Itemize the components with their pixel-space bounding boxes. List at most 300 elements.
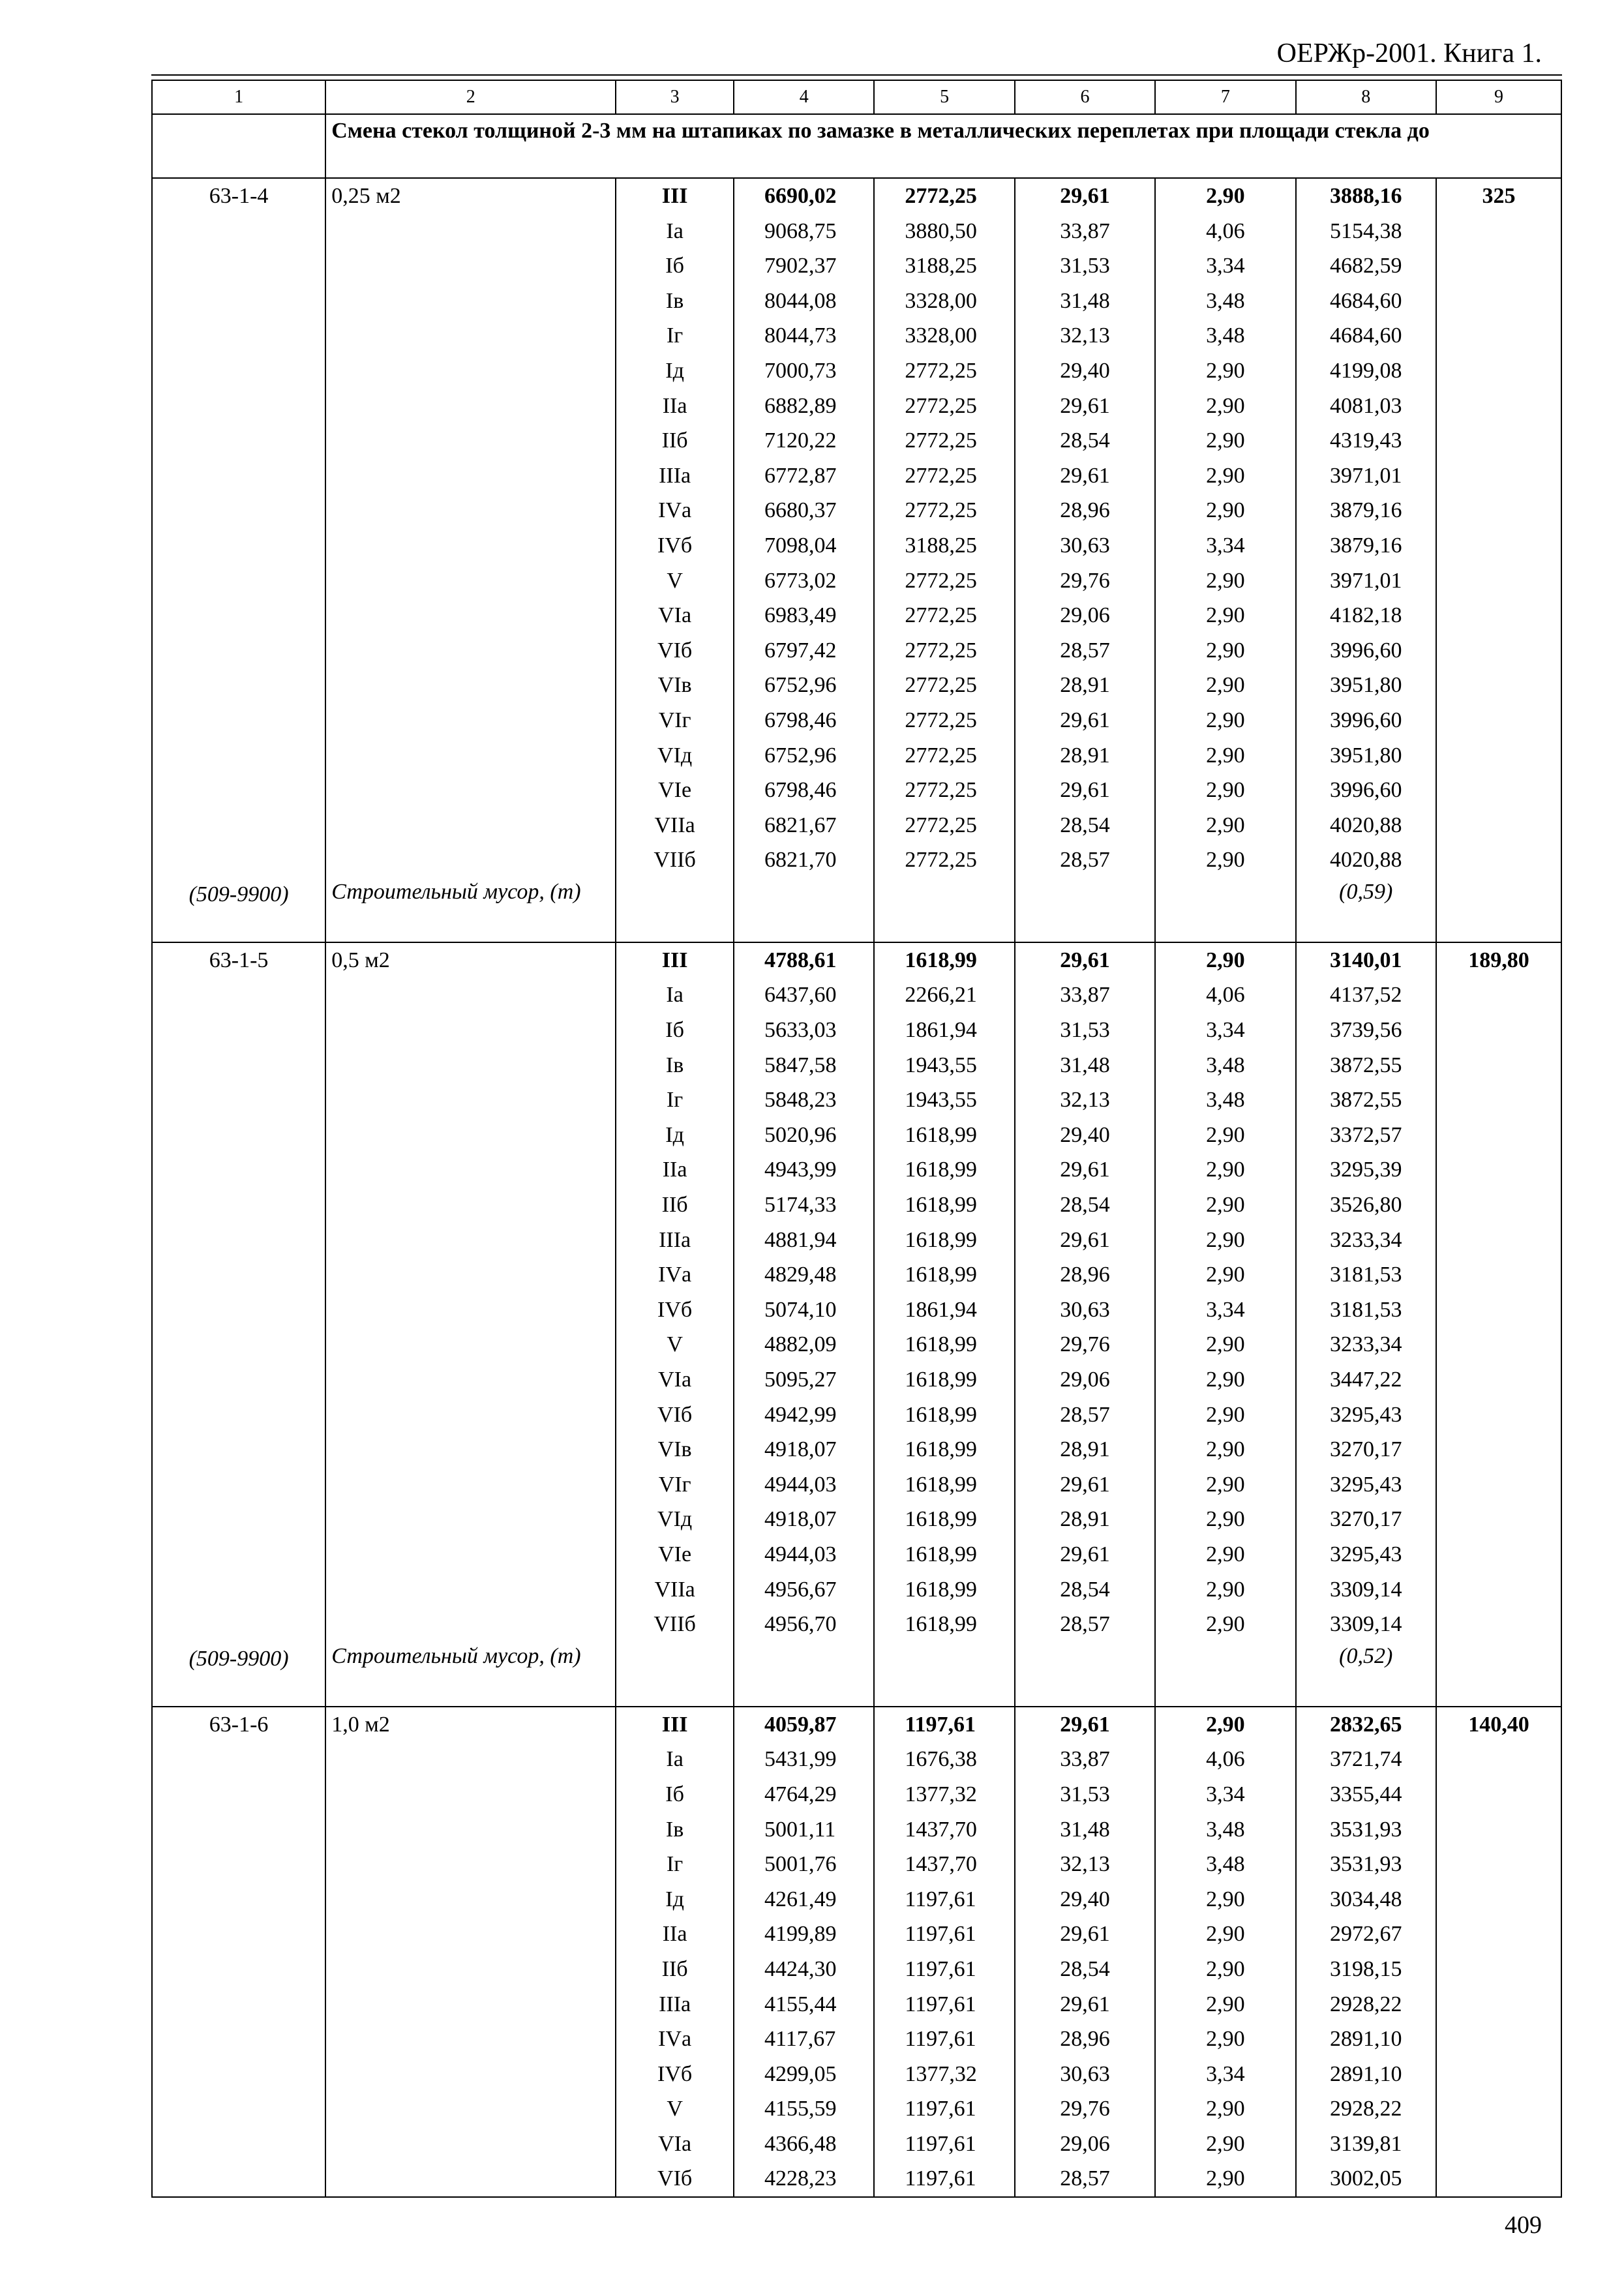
region-zone: III [616, 942, 734, 978]
region-zone: V [616, 1327, 734, 1362]
labor-cost: 1197,61 [874, 1987, 1014, 2022]
labor-cost: 1618,99 [874, 1118, 1014, 1153]
rate-code [152, 1362, 325, 1398]
rate-name [325, 353, 616, 389]
table-row [152, 978, 1561, 1013]
waste-code: (509-9900) [152, 1642, 325, 1707]
total-cost: 6773,02 [734, 563, 874, 599]
rate-code [152, 1537, 325, 1572]
rate-name [325, 1398, 616, 1433]
driver-wage: 2,90 [1155, 773, 1295, 808]
driver-wage: 2,90 [1155, 1223, 1295, 1258]
labor-hours [1436, 353, 1561, 389]
labor-cost: 3188,25 [874, 528, 1014, 563]
labor-hours [1436, 1432, 1561, 1467]
table-row [152, 1707, 1561, 1743]
labor-cost: 1618,99 [874, 1362, 1014, 1398]
machine-cost: 29,06 [1015, 1362, 1155, 1398]
driver-wage: 2,90 [1155, 1607, 1295, 1642]
labor-hours [1436, 1987, 1561, 2022]
labor-cost: 1197,61 [874, 1952, 1014, 1987]
machine-cost: 31,53 [1015, 248, 1155, 284]
machine-cost: 29,61 [1015, 1537, 1155, 1572]
rate-code [152, 2127, 325, 2162]
table-row [152, 1812, 1561, 1848]
driver-wage: 2,90 [1155, 1398, 1295, 1433]
waste-value: (0,52) [1296, 1642, 1436, 1707]
labor-cost: 2772,25 [874, 633, 1014, 668]
materials-cost: 4020,88 [1296, 843, 1436, 878]
total-cost: 6983,49 [734, 598, 874, 633]
rate-code [152, 668, 325, 703]
rate-code: 63-1-4 [152, 178, 325, 214]
table-row [152, 318, 1561, 353]
machine-cost: 31,48 [1015, 284, 1155, 319]
materials-cost: 3879,16 [1296, 528, 1436, 563]
table-row [152, 2057, 1561, 2092]
rate-code [152, 598, 325, 633]
total-cost: 6882,89 [734, 389, 874, 424]
driver-wage: 3,48 [1155, 1048, 1295, 1083]
empty-cell [1015, 1642, 1155, 1707]
region-zone: Iб [616, 1777, 734, 1812]
total-cost: 6772,87 [734, 458, 874, 494]
rate-name [325, 214, 616, 249]
table-row [152, 1118, 1561, 1153]
total-cost: 4942,99 [734, 1398, 874, 1433]
rate-code [152, 1118, 325, 1153]
table-row [152, 493, 1561, 528]
table-row [152, 353, 1561, 389]
driver-wage: 3,48 [1155, 284, 1295, 319]
labor-cost: 1618,99 [874, 1188, 1014, 1223]
machine-cost: 29,40 [1015, 1118, 1155, 1153]
total-cost: 8044,08 [734, 284, 874, 319]
table-row [152, 178, 1561, 214]
machine-cost: 29,61 [1015, 389, 1155, 424]
machine-cost: 29,76 [1015, 1327, 1155, 1362]
labor-cost: 3328,00 [874, 318, 1014, 353]
labor-hours [1436, 668, 1561, 703]
region-zone: IVа [616, 2022, 734, 2057]
materials-cost: 3181,53 [1296, 1257, 1436, 1293]
total-cost: 5095,27 [734, 1362, 874, 1398]
empty-cell [616, 1642, 734, 1707]
materials-cost: 3951,80 [1296, 738, 1436, 773]
materials-cost: 3270,17 [1296, 1502, 1436, 1537]
labor-cost: 1618,99 [874, 1467, 1014, 1503]
machine-cost: 32,13 [1015, 318, 1155, 353]
materials-cost: 3233,34 [1296, 1223, 1436, 1258]
region-zone: VIе [616, 1537, 734, 1572]
labor-cost: 1676,38 [874, 1742, 1014, 1777]
labor-hours [1436, 1847, 1561, 1882]
rate-code [152, 2091, 325, 2127]
total-cost: 4918,07 [734, 1502, 874, 1537]
labor-hours [1436, 2127, 1561, 2162]
rate-name [325, 389, 616, 424]
driver-wage: 2,90 [1155, 2022, 1295, 2057]
total-cost: 4881,94 [734, 1223, 874, 1258]
region-zone: Iв [616, 1812, 734, 1848]
labor-hours [1436, 1917, 1561, 1952]
machine-cost: 29,61 [1015, 1987, 1155, 2022]
labor-cost: 2772,25 [874, 389, 1014, 424]
driver-wage: 2,90 [1155, 738, 1295, 773]
total-cost: 4788,61 [734, 942, 874, 978]
driver-wage: 3,34 [1155, 528, 1295, 563]
region-zone: Iг [616, 1847, 734, 1882]
table-row [152, 248, 1561, 284]
rate-name: 0,25 м2 [325, 178, 616, 214]
region-zone: Iг [616, 1083, 734, 1118]
rate-code [152, 1432, 325, 1467]
labor-hours [1436, 1083, 1561, 1118]
table-row [152, 1432, 1561, 1467]
materials-cost: 3888,16 [1296, 178, 1436, 214]
table-row [152, 1572, 1561, 1608]
column-number: 6 [1015, 80, 1155, 114]
rate-name [325, 1607, 616, 1642]
empty-cell [1155, 1642, 1295, 1707]
region-zone: Iа [616, 214, 734, 249]
table-row [152, 703, 1561, 738]
region-zone: IIIа [616, 1987, 734, 2022]
rate-name [325, 1987, 616, 2022]
empty-cell [874, 1642, 1014, 1707]
machine-cost: 29,61 [1015, 1223, 1155, 1258]
rate-code [152, 1188, 325, 1223]
labor-hours [1436, 978, 1561, 1013]
materials-cost: 3996,60 [1296, 703, 1436, 738]
labor-hours [1436, 1223, 1561, 1258]
region-zone: Iв [616, 1048, 734, 1083]
empty-cell [874, 878, 1014, 942]
rate-name [325, 318, 616, 353]
rate-name [325, 423, 616, 458]
table-row [152, 1188, 1561, 1223]
region-zone: VIа [616, 1362, 734, 1398]
materials-cost: 3872,55 [1296, 1083, 1436, 1118]
materials-cost: 3270,17 [1296, 1432, 1436, 1467]
rate-name [325, 2022, 616, 2057]
table-row [152, 1917, 1561, 1952]
region-zone: IIа [616, 1917, 734, 1952]
machine-cost: 30,63 [1015, 1293, 1155, 1328]
materials-cost: 3879,16 [1296, 493, 1436, 528]
total-cost: 4764,29 [734, 1777, 874, 1812]
machine-cost: 29,76 [1015, 563, 1155, 599]
rate-code [152, 1398, 325, 1433]
rate-code [152, 389, 325, 424]
region-zone: IIб [616, 423, 734, 458]
rate-name [325, 703, 616, 738]
rate-code [152, 248, 325, 284]
rate-code [152, 284, 325, 319]
labor-hours: 325 [1436, 178, 1561, 214]
rate-name [325, 458, 616, 494]
labor-hours [1436, 1048, 1561, 1083]
column-number: 3 [616, 80, 734, 114]
total-cost: 6690,02 [734, 178, 874, 214]
section-empty-cell [152, 114, 325, 178]
machine-cost: 28,54 [1015, 423, 1155, 458]
machine-cost: 31,48 [1015, 1048, 1155, 1083]
waste-row [152, 878, 1561, 942]
driver-wage: 2,90 [1155, 1502, 1295, 1537]
labor-hours [1436, 1118, 1561, 1153]
rate-code [152, 1152, 325, 1188]
region-zone: Iа [616, 978, 734, 1013]
labor-cost: 1943,55 [874, 1048, 1014, 1083]
rate-name [325, 1362, 616, 1398]
driver-wage: 2,90 [1155, 942, 1295, 978]
labor-cost: 1618,99 [874, 1257, 1014, 1293]
rate-code [152, 1847, 325, 1882]
materials-cost: 3140,01 [1296, 942, 1436, 978]
region-zone: IIб [616, 1188, 734, 1223]
table-row [152, 1013, 1561, 1048]
empty-cell [1155, 878, 1295, 942]
labor-hours [1436, 1362, 1561, 1398]
labor-hours [1436, 528, 1561, 563]
waste-value: (0,59) [1296, 878, 1436, 942]
machine-cost: 31,48 [1015, 1812, 1155, 1848]
rate-name [325, 1013, 616, 1048]
total-cost: 5847,58 [734, 1048, 874, 1083]
labor-cost: 1197,61 [874, 1917, 1014, 1952]
table-row [152, 1742, 1561, 1777]
region-zone: IIIа [616, 458, 734, 494]
rate-code [152, 423, 325, 458]
labor-cost: 1377,32 [874, 1777, 1014, 1812]
driver-wage: 4,06 [1155, 1742, 1295, 1777]
labor-hours [1436, 248, 1561, 284]
total-cost: 4261,49 [734, 1882, 874, 1917]
rate-name [325, 1432, 616, 1467]
rate-code [152, 1083, 325, 1118]
total-cost: 4366,48 [734, 2127, 874, 2162]
region-zone: VIг [616, 703, 734, 738]
labor-hours [1436, 738, 1561, 773]
empty-cell [734, 878, 874, 942]
rate-code [152, 458, 325, 494]
total-cost: 8044,73 [734, 318, 874, 353]
machine-cost: 28,57 [1015, 633, 1155, 668]
total-cost: 5431,99 [734, 1742, 874, 1777]
labor-cost: 2266,21 [874, 978, 1014, 1013]
driver-wage: 2,90 [1155, 1362, 1295, 1398]
region-zone: Iд [616, 353, 734, 389]
labor-hours [1436, 1502, 1561, 1537]
waste-row [152, 1642, 1561, 1707]
labor-cost: 2772,25 [874, 738, 1014, 773]
labor-cost: 1197,61 [874, 1882, 1014, 1917]
empty-cell [734, 1642, 874, 1707]
rate-name [325, 1917, 616, 1952]
total-cost: 6821,70 [734, 843, 874, 878]
labor-cost: 1618,99 [874, 1537, 1014, 1572]
labor-cost: 2772,25 [874, 773, 1014, 808]
driver-wage: 2,90 [1155, 458, 1295, 494]
labor-hours [1436, 389, 1561, 424]
machine-cost: 32,13 [1015, 1083, 1155, 1118]
rate-code [152, 843, 325, 878]
labor-cost: 1437,70 [874, 1847, 1014, 1882]
labor-cost: 3328,00 [874, 284, 1014, 319]
machine-cost: 28,57 [1015, 1398, 1155, 1433]
driver-wage: 2,90 [1155, 1987, 1295, 2022]
machine-cost: 31,53 [1015, 1777, 1155, 1812]
total-cost: 6821,67 [734, 808, 874, 843]
driver-wage: 2,90 [1155, 843, 1295, 878]
labor-hours [1436, 1607, 1561, 1642]
materials-cost: 3996,60 [1296, 633, 1436, 668]
driver-wage: 3,34 [1155, 1777, 1295, 1812]
rate-name [325, 1118, 616, 1153]
table-row [152, 942, 1561, 978]
rate-code [152, 1572, 325, 1608]
labor-hours [1436, 1188, 1561, 1223]
labor-cost: 2772,25 [874, 458, 1014, 494]
region-zone: VIб [616, 1398, 734, 1433]
table-row [152, 1362, 1561, 1398]
labor-cost: 1943,55 [874, 1083, 1014, 1118]
region-zone: Iв [616, 284, 734, 319]
region-zone: VIв [616, 1432, 734, 1467]
labor-cost: 2772,25 [874, 563, 1014, 599]
materials-cost: 3309,14 [1296, 1607, 1436, 1642]
total-cost: 6752,96 [734, 668, 874, 703]
region-zone: VIд [616, 1502, 734, 1537]
rate-code: 63-1-6 [152, 1707, 325, 1743]
machine-cost: 30,63 [1015, 2057, 1155, 2092]
driver-wage: 2,90 [1155, 2127, 1295, 2162]
total-cost: 4944,03 [734, 1537, 874, 1572]
driver-wage: 2,90 [1155, 1952, 1295, 1987]
labor-cost: 1197,61 [874, 1707, 1014, 1743]
labor-cost: 1861,94 [874, 1293, 1014, 1328]
materials-cost: 5154,38 [1296, 214, 1436, 249]
driver-wage: 2,90 [1155, 563, 1295, 599]
rate-code [152, 1952, 325, 1987]
total-cost: 7000,73 [734, 353, 874, 389]
driver-wage: 2,90 [1155, 1572, 1295, 1608]
machine-cost: 28,57 [1015, 843, 1155, 878]
machine-cost: 28,91 [1015, 668, 1155, 703]
waste-name: Строительный мусор, (т) [325, 878, 616, 942]
total-cost: 5633,03 [734, 1013, 874, 1048]
labor-hours [1436, 2161, 1561, 2197]
rate-code [152, 808, 325, 843]
labor-cost: 2772,25 [874, 843, 1014, 878]
driver-wage: 2,90 [1155, 1882, 1295, 1917]
total-cost: 6437,60 [734, 978, 874, 1013]
driver-wage: 2,90 [1155, 1707, 1295, 1743]
table-row [152, 1293, 1561, 1328]
labor-hours [1436, 1327, 1561, 1362]
labor-hours [1436, 1537, 1561, 1572]
table-row [152, 1398, 1561, 1433]
rate-code [152, 1223, 325, 1258]
rate-name [325, 284, 616, 319]
rate-name [325, 668, 616, 703]
labor-hours [1436, 1293, 1561, 1328]
region-zone: VIд [616, 738, 734, 773]
column-number: 7 [1155, 80, 1295, 114]
region-zone: IIб [616, 1952, 734, 1987]
driver-wage: 2,90 [1155, 808, 1295, 843]
total-cost: 4199,89 [734, 1917, 874, 1952]
table-row [152, 1152, 1561, 1188]
rate-code [152, 318, 325, 353]
labor-hours [1436, 1572, 1561, 1608]
labor-cost: 1618,99 [874, 1398, 1014, 1433]
rate-code [152, 214, 325, 249]
table-row [152, 1537, 1561, 1572]
rates-table [151, 80, 1562, 2198]
materials-cost: 3034,48 [1296, 1882, 1436, 1917]
driver-wage: 2,90 [1155, 493, 1295, 528]
section-title-row [152, 114, 1561, 178]
rate-name [325, 773, 616, 808]
driver-wage: 3,48 [1155, 1812, 1295, 1848]
materials-cost: 3309,14 [1296, 1572, 1436, 1608]
labor-cost: 2772,25 [874, 353, 1014, 389]
materials-cost: 3526,80 [1296, 1188, 1436, 1223]
labor-hours [1436, 703, 1561, 738]
driver-wage: 3,34 [1155, 1013, 1295, 1048]
rate-code [152, 563, 325, 599]
total-cost: 4943,99 [734, 1152, 874, 1188]
labor-hours [1436, 773, 1561, 808]
region-zone: Iа [616, 1742, 734, 1777]
machine-cost: 28,96 [1015, 493, 1155, 528]
labor-hours: 140,40 [1436, 1707, 1561, 1743]
driver-wage: 2,90 [1155, 633, 1295, 668]
rate-name [325, 1537, 616, 1572]
total-cost: 6752,96 [734, 738, 874, 773]
total-cost: 5174,33 [734, 1188, 874, 1223]
waste-code: (509-9900) [152, 878, 325, 942]
driver-wage: 2,90 [1155, 668, 1295, 703]
machine-cost: 33,87 [1015, 214, 1155, 249]
region-zone: Iб [616, 248, 734, 284]
labor-hours [1436, 843, 1561, 878]
total-cost: 4117,67 [734, 2022, 874, 2057]
total-cost: 5020,96 [734, 1118, 874, 1153]
rate-name: 1,0 м2 [325, 1707, 616, 1743]
machine-cost: 29,06 [1015, 598, 1155, 633]
machine-cost: 32,13 [1015, 1847, 1155, 1882]
materials-cost: 3971,01 [1296, 563, 1436, 599]
table-row [152, 1952, 1561, 1987]
machine-cost: 33,87 [1015, 978, 1155, 1013]
driver-wage: 3,48 [1155, 1083, 1295, 1118]
labor-hours [1436, 458, 1561, 494]
table-row [152, 1502, 1561, 1537]
page-number: 409 [1505, 2211, 1542, 2239]
region-zone: VIIб [616, 1607, 734, 1642]
rate-code [152, 1327, 325, 1362]
rate-code [152, 1502, 325, 1537]
rate-code [152, 1257, 325, 1293]
waste-name: Строительный мусор, (т) [325, 1642, 616, 1707]
region-zone: VIIа [616, 808, 734, 843]
table-row [152, 1083, 1561, 1118]
labor-hours [1436, 563, 1561, 599]
table-row [152, 1048, 1561, 1083]
